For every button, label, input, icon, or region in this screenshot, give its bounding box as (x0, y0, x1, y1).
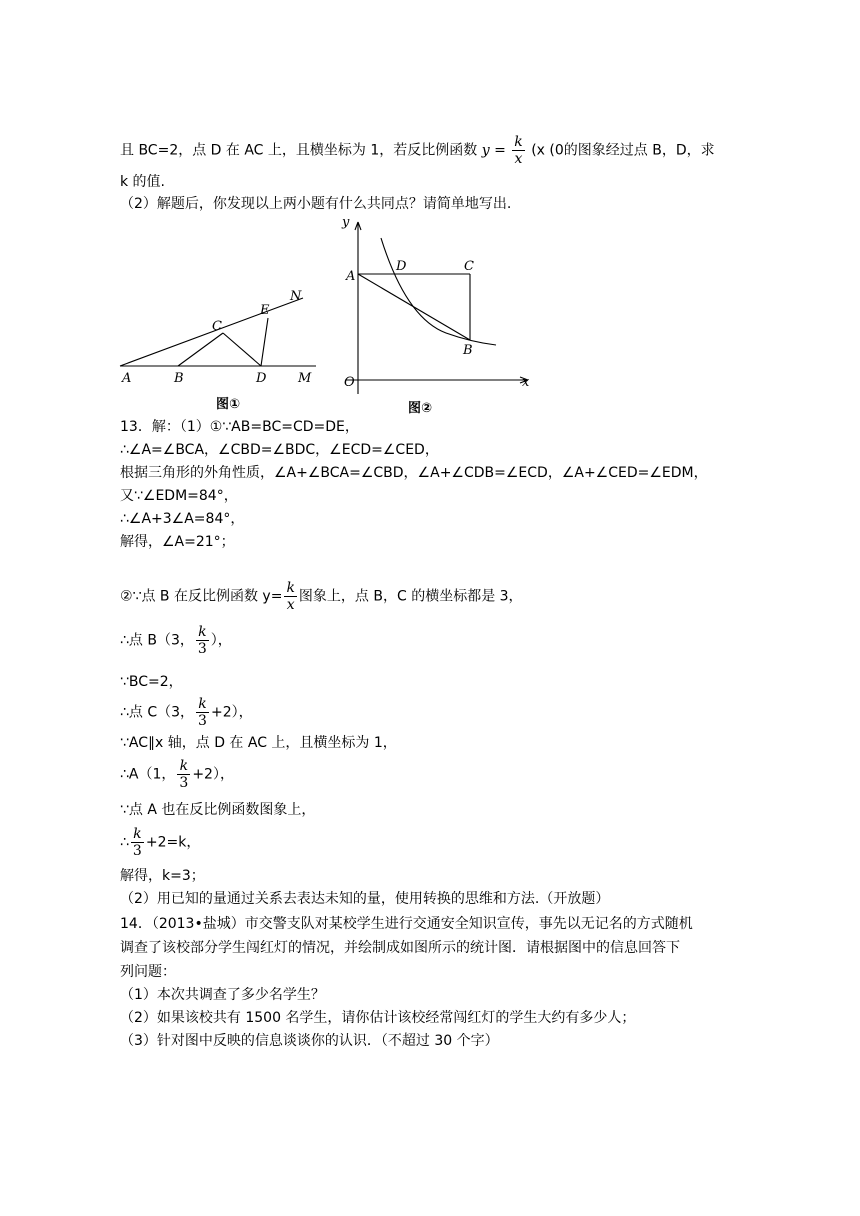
problem-line-2: k 的值. (120, 174, 166, 190)
fig2-label-d: D (396, 259, 407, 274)
sol13-line-16: （2）用已知的量通过关系去表达未知的量，使用转换的思维和方法.（开放题） (120, 891, 610, 907)
fig2-caption: 图② (408, 401, 433, 416)
fraction-k-over-x: $\frac{k}{x}$ (286, 580, 295, 613)
fig1-caption: 图① (216, 397, 241, 412)
fig1-label-d: D (256, 371, 267, 386)
sol13-line-13: ∵点 A 也在反比例函数图象上， (120, 802, 316, 818)
q14-line-1: 14．（2013•盐城）市交警支队对某校学生进行交通安全知识宣传，事先以无记名的方式随机 (120, 916, 693, 932)
sol13-line-15: 解得，k=3； (120, 868, 205, 884)
fraction-k-over-3: $\frac{k}{3}$ (197, 624, 207, 657)
sol13-line-2: ∴∠A=∠BCA，∠CBD=∠BDC，∠ECD=∠CED， (120, 442, 439, 458)
q14-line-5: （2）如果该校共有 1500 名学生，请你估计该校经常闯红灯的学生大约有多少人； (120, 1010, 636, 1026)
fig1-label-b: B (174, 371, 184, 386)
sol13-line-9: ∵BC=2， (120, 674, 183, 690)
sol13-line-11: ∵AC∥x 轴，点 D 在 AC 上，且横坐标为 1， (120, 735, 397, 751)
q14-line-4: （1）本次共调查了多少名学生？ (120, 987, 325, 1003)
fig1-label-c: C (212, 319, 222, 334)
fig2-label-c: C (464, 259, 474, 274)
sol13-line-1: 13．解：（1）①∵AB=BC=CD=DE， (120, 419, 359, 435)
question-2: （2）解题后，你发现以上两小题有什么共同点？请简单地写出. (120, 196, 512, 212)
fig2-label-b: B (463, 343, 473, 358)
fig2-label-y: y (342, 215, 350, 230)
figure-2 (336, 208, 536, 418)
fraction-k-over-3: $\frac{k}{3}$ (132, 826, 142, 859)
sol13-line-14: ∴ $\frac{k}{3}$ +2=k， (120, 826, 201, 859)
fig1-label-e: E (260, 303, 270, 318)
sol13-line-6: 解得，∠A=21°； (120, 534, 235, 550)
q14-line-3: 列问题： (120, 964, 176, 980)
q14-line-2: 调查了该校部分学生闯红灯的情况，并绘制成如图所示的统计图．请根据图中的信息回答下 (120, 940, 680, 956)
sol13-line-4: 又∵∠EDM=84°， (120, 488, 238, 504)
function-label: y = (481, 142, 506, 159)
q14-line-6: （3）针对图中反映的信息谈谈你的认识．（不超过 30 个字） (120, 1033, 499, 1049)
fraction-k-over-x: $\frac{k}{x}$ (514, 134, 523, 167)
fig2-label-x: x (522, 375, 530, 390)
problem-line-1: 且 BC=2，点 D 在 AC 上，且横坐标为 1，若反比例函数 y = $\frac{k}{x}$ (x (0的图象经过点 B，D，求 (120, 134, 715, 167)
fraction-k-over-3: $\frac{k}{3}$ (179, 758, 189, 791)
fraction-k-over-3: $\frac{k}{3}$ (198, 696, 207, 729)
figure-1 (118, 288, 328, 416)
fig2-label-o: O (344, 375, 355, 390)
sol13-line-12: ∴A（1， $\frac{k}{3}$ +2）， (120, 758, 234, 791)
sol13-line-7: ②∵点 B 在反比例函数 y= $\frac{k}{x}$ 图象上，点 B，C 的横坐标都是 3， (120, 580, 523, 613)
fig1-label-a: A (122, 371, 132, 386)
sol13-line-8: ∴点 B（3， $\frac{k}{3}$ ）， (120, 624, 232, 657)
fig2-label-a: A (346, 269, 356, 284)
sol13-line-5: ∴∠A+3∠A=84°， (120, 511, 245, 527)
sol13-line-3: 根据三角形的外角性质，∠A+∠BCA=∠CBD，∠A+∠CDB=∠ECD，∠A+∠CED=∠EDM， (120, 465, 708, 481)
fig1-label-m: M (298, 371, 312, 386)
sol13-line-10: ∴点 C（3， $\frac{k}{3}$ +2）， (120, 696, 253, 729)
fig1-label-n: N (290, 289, 302, 304)
